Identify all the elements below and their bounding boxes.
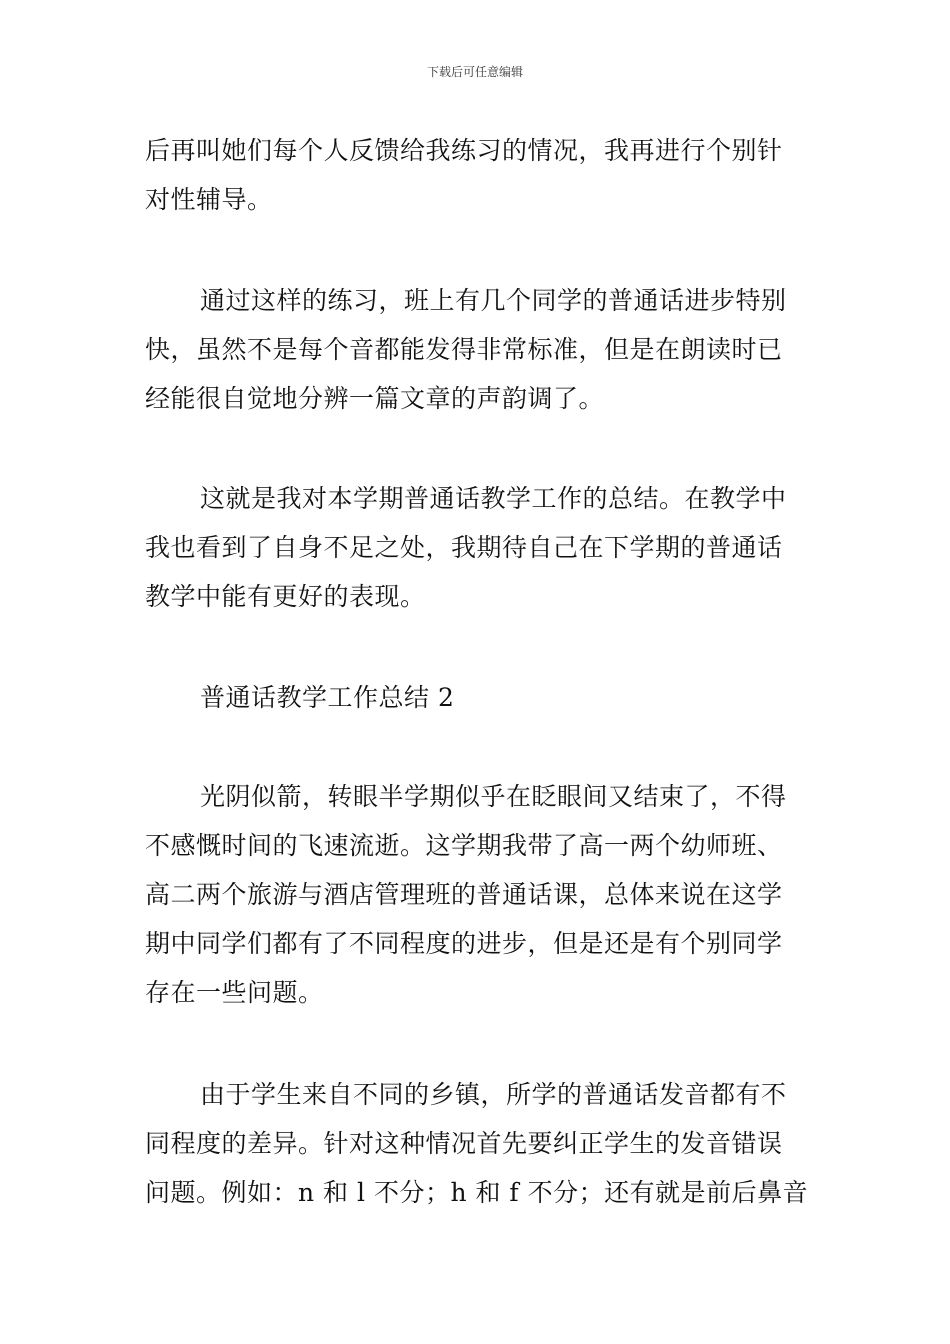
paragraph-line: 存在一些问题。 <box>145 978 324 1007</box>
paragraph-line: 不感慨时间的飞速流逝。这学期我带了高一两个幼师班、 <box>145 831 783 860</box>
paragraph-line: 光阴似箭，转眼半学期似乎在眨眼间又结束了，不得 <box>200 782 787 811</box>
paragraph-line: 高二两个旅游与酒店管理班的普通话课，总体来说在这学 <box>145 880 783 909</box>
paragraph-line: 教学中能有更好的表现。 <box>145 582 426 611</box>
paragraph-line: 通过这样的练习，班上有几个同学的普通话进步特别 <box>200 286 787 315</box>
paragraph-2 <box>145 276 810 423</box>
paragraph-line: 由于学生来自不同的乡镇，所学的普通话发音都有不 <box>200 1080 787 1109</box>
paragraph-line: 快，虽然不是每个音都能发得非常标准，但是在朗读时已 <box>145 335 783 364</box>
paragraph-3 <box>145 474 810 621</box>
paragraph-line: 我也看到了自身不足之处，我期待自己在下学期的普通话 <box>145 533 783 562</box>
page-header: 下载后可任意编辑 <box>426 65 523 79</box>
paragraph-line: 同程度的差异。针对这种情况首先要纠正学生的发音错误 <box>145 1129 783 1158</box>
paragraph-1 <box>145 126 810 224</box>
paragraph-line: 这就是我对本学期普通话教学工作的总结。在教学中 <box>200 484 787 513</box>
paragraph-line: 经能很自觉地分辨一篇文章的声韵调了。 <box>145 384 605 413</box>
paragraph-line: 问题。例如：n 和 l 不分；h 和 f 不分；还有就是前后鼻音 <box>145 1178 809 1207</box>
section-heading-text: 普通话教学工作总结 2 <box>200 683 455 712</box>
paragraph-line: 对性辅导。 <box>145 185 273 214</box>
paragraph-line: 期中同学们都有了不同程度的进步，但是还是有个别同学 <box>145 929 783 958</box>
paragraph-line: 后再叫她们每个人反馈给我练习的情况，我再进行个别针 <box>145 136 783 165</box>
paragraph-5 <box>145 1070 810 1217</box>
section-heading <box>145 673 810 722</box>
paragraph-4 <box>145 772 810 1017</box>
